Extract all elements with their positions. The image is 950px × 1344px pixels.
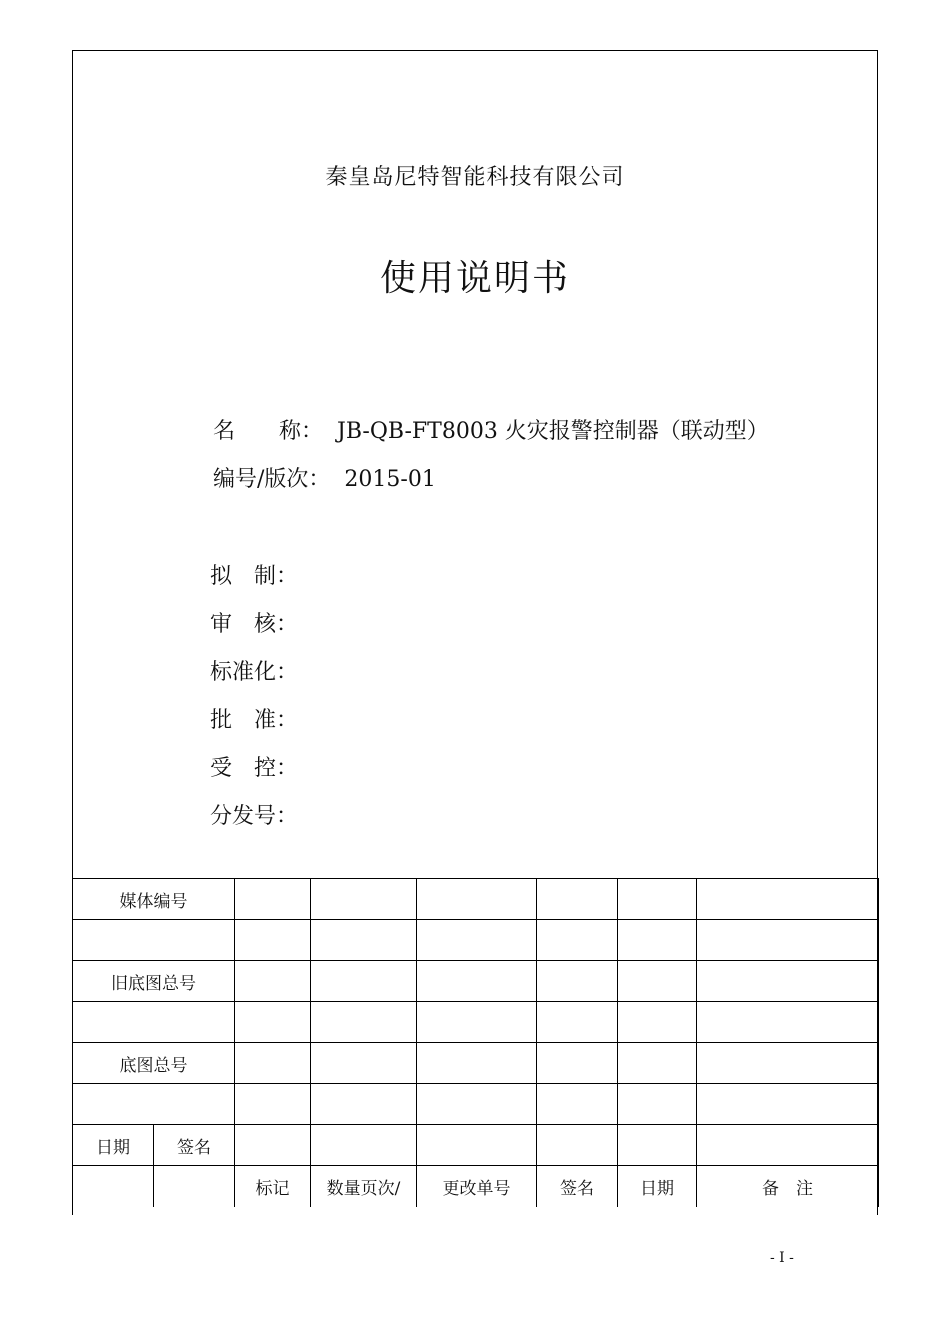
table-row — [73, 961, 879, 1002]
date-header-cell: 日期 — [73, 1125, 154, 1166]
table-row — [73, 1166, 879, 1207]
quantity-page-header-cell: 数量页次/ — [311, 1166, 417, 1207]
version-row — [213, 462, 436, 493]
signature-header-cell: 签名 — [154, 1125, 235, 1166]
remarks-header-cell: 备 注 — [697, 1166, 879, 1207]
table-row — [73, 920, 879, 961]
distribution-number-label: 分发号： — [210, 804, 299, 829]
review-label: 审 核： — [210, 612, 299, 637]
version-label: 编号/版次： — [213, 467, 331, 492]
table-row — [73, 879, 879, 920]
revision-table — [72, 878, 879, 1207]
company-name: 秦皇岛尼特智能科技有限公司 — [325, 165, 625, 190]
mark-header-cell: 标记 — [235, 1166, 311, 1207]
version-value: 2015-01 — [344, 467, 436, 492]
change-signature-header-cell: 签名 — [537, 1166, 618, 1207]
media-number-cell: 媒体编号 — [73, 879, 235, 920]
product-name-row — [213, 414, 769, 445]
product-name-value: JB-QB-FT8003 火灾报警控制器（联动型） — [337, 419, 769, 444]
table-row — [73, 1084, 879, 1125]
base-drawing-number-cell: 底图总号 — [73, 1043, 235, 1084]
document-title: 使用说明书 — [379, 258, 570, 299]
table-row — [73, 1043, 879, 1084]
product-name-label: 名 称： — [213, 419, 324, 444]
controlled-label: 受 控： — [210, 756, 299, 781]
change-order-number-header-cell: 更改单号 — [417, 1166, 537, 1207]
change-date-header-cell: 日期 — [618, 1166, 697, 1207]
table-row — [73, 1002, 879, 1043]
old-base-drawing-number-cell: 旧底图总号 — [73, 961, 235, 1002]
standardization-label: 标准化： — [210, 660, 299, 685]
page-number: - I - — [770, 1250, 794, 1266]
table-row — [73, 1125, 879, 1166]
draft-label: 拟 制： — [210, 564, 299, 589]
approve-label: 批 准： — [210, 708, 299, 733]
